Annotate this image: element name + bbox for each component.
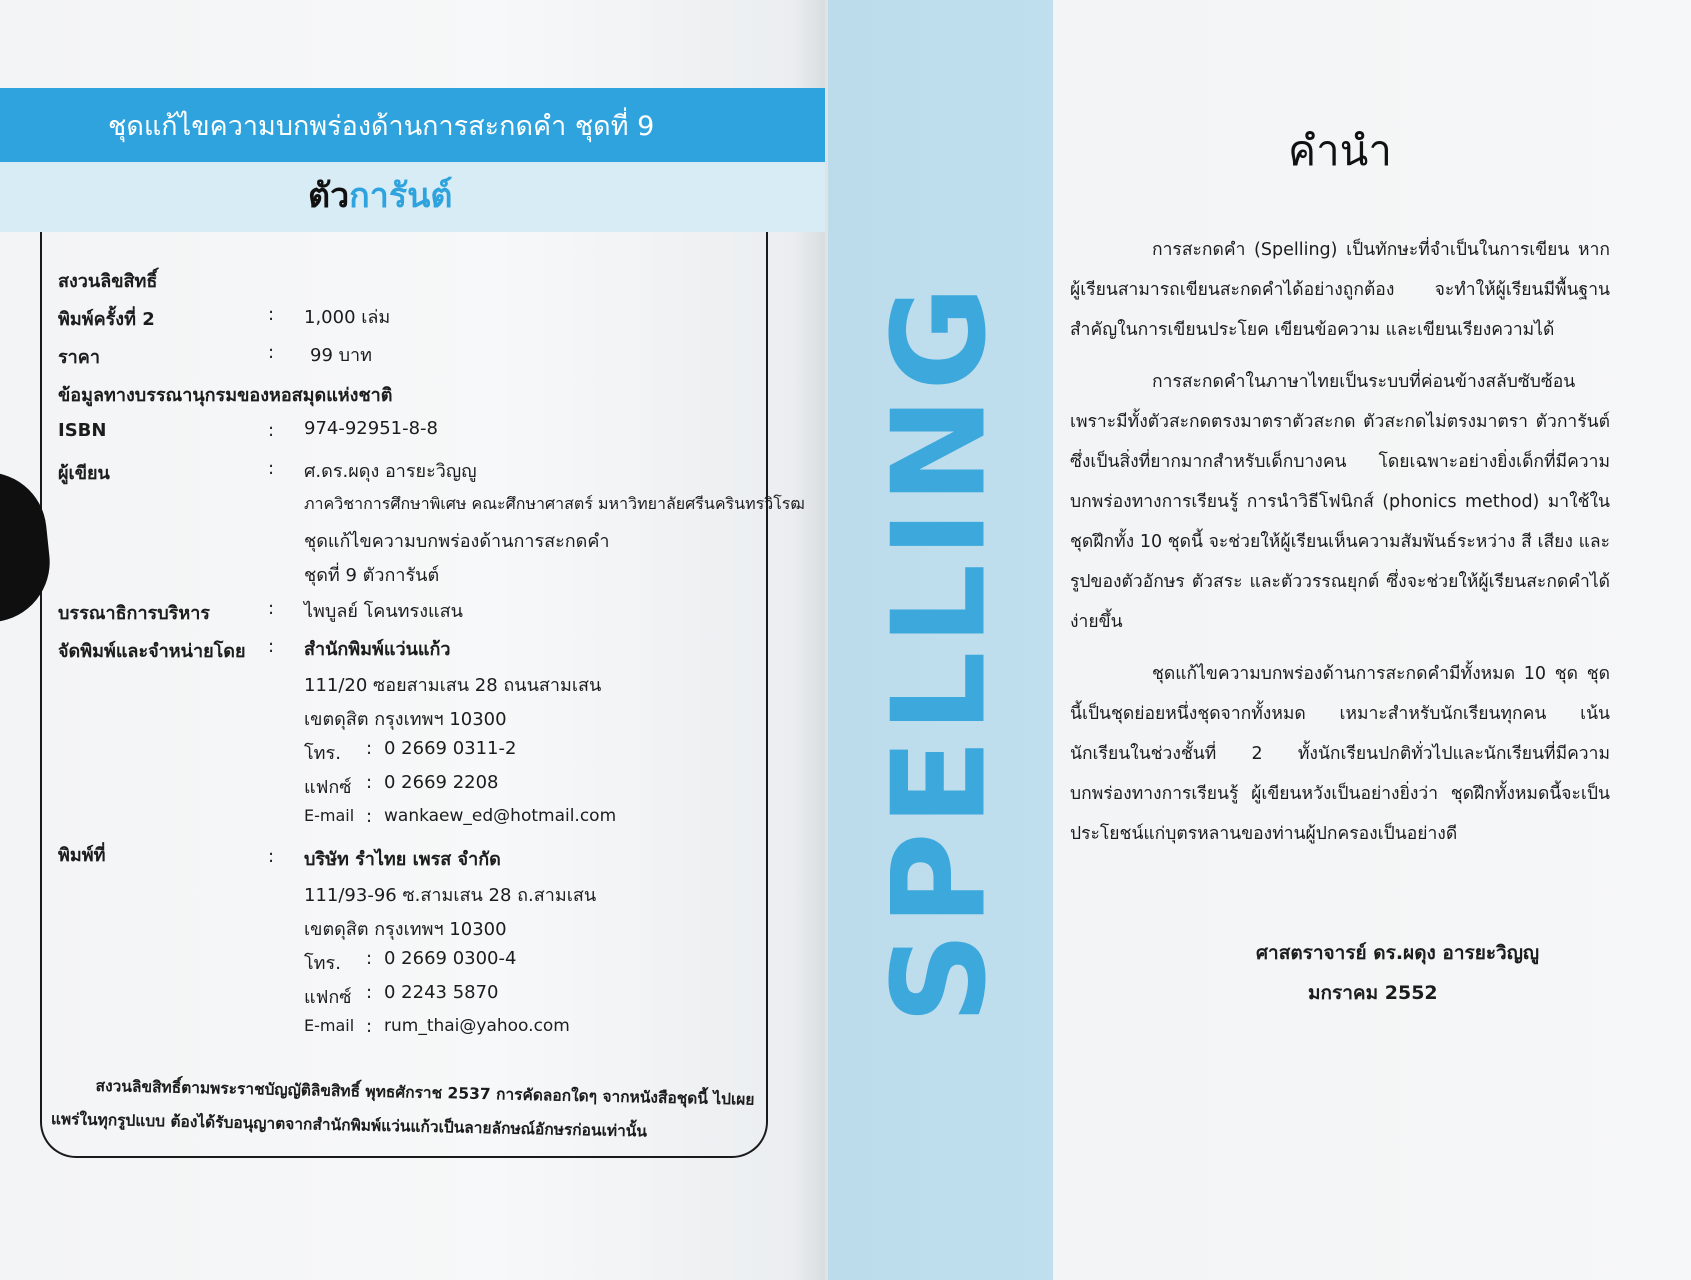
- author-volume: ชุดที่ 9 ตัวการันต์: [304, 565, 440, 586]
- printer-tel-label: โทร.: [304, 953, 341, 974]
- printer-email-label: E-mail: [304, 1016, 355, 1035]
- publisher-fax-label: แฟกซ์: [304, 777, 352, 798]
- price-label: ราคา: [58, 347, 100, 368]
- price-value: 99 บาท: [310, 345, 373, 366]
- publisher-address-2: เขตดุสิต กรุงเทพฯ 10300: [304, 709, 507, 730]
- foreword-title: คำนำ: [1288, 126, 1392, 175]
- foreword-paragraph: การสะกดคำ (Spelling) เป็นทักษะที่จำเป็นในการเขียน หากผู้เรียนสามารถเขียนสะกดคำได้อย่างถูกต้อง จะทำให้ผู้เรียนมีพื้นฐานสำคัญในการเขียนประโยค เขียนข้อความ และเขียนเรียงความได้: [1070, 240, 1610, 340]
- publisher-fax-colon: :: [366, 772, 373, 793]
- publisher-tel-label: โทร.: [304, 743, 341, 764]
- series-title: ชุดแก้ไขความบกพร่องด้านการสะกดคำ ชุดที่ 9: [108, 111, 655, 142]
- printer-email: rum_thai@yahoo.com: [384, 1016, 570, 1036]
- foreword-date: มกราคม 2552: [1308, 982, 1438, 1004]
- foreword-signer: ศาสตราจารย์ ดร.ผดุง อารยะวิญญู: [1256, 942, 1540, 964]
- isbn-colon: :: [268, 420, 275, 441]
- editor-label: บรรณาธิการบริหาร: [58, 603, 210, 624]
- printer-fax-colon: :: [366, 982, 373, 1003]
- publisher-colon: :: [268, 636, 275, 657]
- author-label: ผู้เขียน: [58, 463, 110, 484]
- foreword-paragraph: การสะกดคำในภาษาไทยเป็นระบบที่ค่อนข้างสลับซับซ้อน เพราะมีทั้งตัวสะกดตรงมาตราตัวสะกด ตัวสะกดไม่ตรงมาตรา ตัวการันต์ ซึ่งเป็นสิ่งที่ยากมากสำหรับเด็กบางคน โดยเฉพาะอย่างยิ่งเด็กที่มีความบกพร่องทางการเรียนรู้ การนำวิธีโฟนิกส์ (phonics method) มาใช้ในชุดฝึกทั้ง 10 ชุดนี้ จะช่วยให้ผู้เรียนเห็นความสัมพันธ์ระหว่าง สี เสียง และรูปของตัวอักษร ตัวสระ และตัววรรณยุกต์ ซึ่งจะช่วยให้ผู้เรียนสะกดคำได้ง่ายขึ้น: [1070, 372, 1610, 632]
- subtitle-dark-part: ตัว: [308, 176, 350, 216]
- isbn-label: ISBN: [58, 420, 107, 441]
- catalog-heading: ข้อมูลทางบรรณานุกรมของหอสมุดแห่งชาติ: [58, 385, 393, 406]
- printer-address-1: 111/93-96 ซ.สามเสน 28 ถ.สามเสน: [304, 885, 597, 906]
- publisher-email: wankaew_ed@hotmail.com: [384, 806, 617, 826]
- copyright-label: สงวนลิขสิทธิ์: [58, 271, 158, 292]
- copyright-notice-text: สงวนลิขสิทธิ์ตามพระราชบัญญัติลิขสิทธิ์ พุทธศักราช 2537 การคัดลอกใดๆ จากหนังสือชุดนี้ ไปเผยแพร่ในทุกรูปแบบ ต้องได้รับอนุญาตจากสำนักพิมพ์แว่นแก้วเป็นลายลักษณ์อักษรก่อนเท่านั้น: [50, 1076, 755, 1141]
- author-series: ชุดแก้ไขความบกพร่องด้านการสะกดคำ: [304, 531, 610, 552]
- foreword-paragraph: ชุดแก้ไขความบกพร่องด้านการสะกดคำมีทั้งหมด 10 ชุด ชุดนี้เป็นชุดย่อยหนึ่งชุดจากทั้งหมด เหมาะสำหรับนักเรียนทุกคน เน้นนักเรียนในช่วงชั้นที่ 2 ทั้งนักเรียนปกติทั่วไปและนักเรียนที่มีความบกพร่องทางการเรียนรู้ ผู้เขียนหวังเป็นอย่างยิ่งว่า ชุดฝึกทั้งหมดนี้จะเป็นประโยชน์แก่บุตรหลานของท่านผู้ปกครองเป็นอย่างดี: [1070, 664, 1610, 844]
- editor-colon: :: [268, 598, 275, 619]
- publisher-fax: 0 2669 2208: [384, 772, 499, 793]
- isbn-value: 974-92951-8-8: [304, 418, 439, 439]
- author-colon: :: [268, 458, 275, 479]
- author-name: ศ.ดร.ผดุง อารยะวิญญู: [304, 461, 477, 482]
- edition-value: 1,000 เล่ม: [304, 307, 391, 328]
- printer-email-colon: :: [366, 1016, 373, 1037]
- publisher-name: สำนักพิมพ์แว่นแก้ว: [304, 639, 451, 660]
- printer-fax-label: แฟกซ์: [304, 987, 352, 1008]
- publisher-email-colon: :: [366, 806, 373, 827]
- printer-name: บริษัท รำไทย เพรส จำกัด: [304, 849, 501, 870]
- subtitle-blue-part: การันต์: [349, 176, 453, 216]
- publisher-address-1: 111/20 ซอยสามเสน 28 ถนนสามเสน: [304, 675, 602, 696]
- printer-colon: :: [268, 846, 275, 867]
- book-subtitle: [308, 168, 452, 222]
- publisher-tel: 0 2669 0311-2: [384, 738, 517, 759]
- printer-tel-colon: :: [366, 948, 373, 969]
- price-colon: :: [268, 342, 275, 363]
- publisher-email-label: E-mail: [304, 806, 355, 825]
- edition-label: พิมพ์ครั้งที่ 2: [58, 309, 155, 330]
- printer-label: พิมพ์ที่: [58, 845, 106, 866]
- edition-colon: :: [268, 304, 275, 325]
- foreword-body: [1070, 230, 1610, 866]
- spelling-vertical-text: SPELLING: [865, 279, 1015, 1025]
- printer-fax: 0 2243 5870: [384, 982, 499, 1003]
- author-affiliation: ภาควิชาการศึกษาพิเศษ คณะศึกษาศาสตร์ มหาวิทยาลัยศรีนครินทรวิโรฒ: [304, 494, 805, 513]
- printer-address-2: เขตดุสิต กรุงเทพฯ 10300: [304, 919, 507, 940]
- editor-value: ไพบูลย์ โคนทรงแสน: [304, 601, 463, 622]
- printer-tel: 0 2669 0300-4: [384, 948, 517, 969]
- publisher-label: จัดพิมพ์และจำหน่ายโดย: [58, 641, 246, 662]
- publisher-tel-colon: :: [366, 738, 373, 759]
